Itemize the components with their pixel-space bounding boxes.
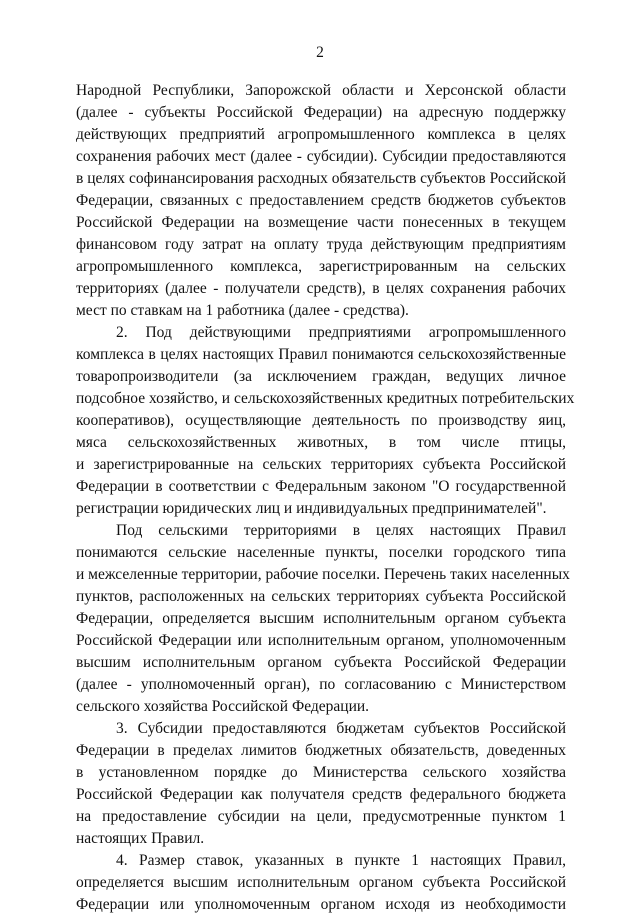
text-line: понимаются сельские населенные пункты, поселки городского типа [76,544,566,561]
text-line: сельского хозяйства Российской Федерации. [76,698,370,715]
text-line: территориях (далее - получатели средств), в целях сохранения рабочих [76,280,566,297]
text-line: и межселенные территории, рабочие поселки. Перечень таких населенных [76,566,570,583]
text-line: действующих предприятий агропромышленного комплекса в целях [76,126,566,143]
text-line: в установленном порядке до Министерства сельского хозяйства [76,764,566,781]
text-line: Народной Республики, Запорожской области и Херсонской области [76,82,566,99]
text-line: (далее - уполномоченный орган), по согласованию с Министерством [76,676,566,693]
text-line: и зарегистрированные на сельских территориях субъекта Российской [76,456,566,473]
text-line: Под сельскими территориями в целях настоящих Правил [116,522,566,539]
text-line: комплекса в целях настоящих Правил понимаются сельскохозяйственные [76,346,566,363]
text-line: 2. Под действующими предприятиями агропромышленного [116,324,566,341]
text-line: (далее - субъекты Российской Федерации) на адресную поддержку [76,104,566,121]
text-line: кооперативов), осуществляющие деятельность по производству яиц, [76,412,566,429]
text-line: Федерации, связанных с предоставлением средств бюджетов субъектов [76,192,566,209]
text-line: агропромышленного комплекса, зарегистрированным на сельских [76,258,566,275]
text-line: Российской Федерации или исполнительным органом, уполномоченным [76,632,566,649]
text-line: сохранения рабочих мест (далее - субсидии). Субсидии предоставляются [76,148,566,165]
text-line: высшим исполнительным органом субъекта Российской Федерации [76,654,566,671]
text-line: мест по ставкам на 1 работника (далее - средства). [76,302,409,319]
text-line: 4. Размер ставок, указанных в пункте 1 настоящих Правил, [116,852,566,869]
text-line: Федерации в соответствии с Федеральным законом "О государственной [76,478,566,495]
text-line: мяса сельскохозяйственных животных, в том числе птицы, [76,434,566,451]
text-line: Федерации или уполномоченным органом исходя из необходимости [76,896,566,913]
text-line: Федерации, определяется высшим исполнительным органом субъекта [76,610,566,627]
text-line: 3. Субсидии предоставляются бюджетам субъектов Российской [116,720,566,737]
text-line: на предоставление субсидии на цели, предусмотренные пунктом 1 [76,808,566,825]
text-line: финансовом году затрат на оплату труда действующим предприятиям [76,236,566,253]
text-line: определяется высшим исполнительным органом субъекта Российской [76,874,566,891]
text-line: пунктов, расположенных на сельских территориях субъекта Российской [76,588,566,605]
page-number: 2 [316,44,324,61]
document-body [76,80,575,916]
text-line: подсобное хозяйство, и сельскохозяйственных кредитных потребительских [76,390,575,407]
text-line: регистрации юридических лиц и индивидуальных предпринимателей". [76,500,547,517]
text-line: в целях софинансирования расходных обязательств субъектов Российской [76,170,566,187]
text-line: настоящих Правил. [76,830,205,847]
text-line: Федерации в пределах лимитов бюджетных обязательств, доведенных [76,742,566,759]
text-line: Российской Федерации на возмещение части понесенных в текущем [76,214,566,231]
text-line: товаропроизводители (за исключением граждан, ведущих личное [76,368,566,385]
text-line: Российской Федерации как получателя средств федерального бюджета [76,786,566,803]
